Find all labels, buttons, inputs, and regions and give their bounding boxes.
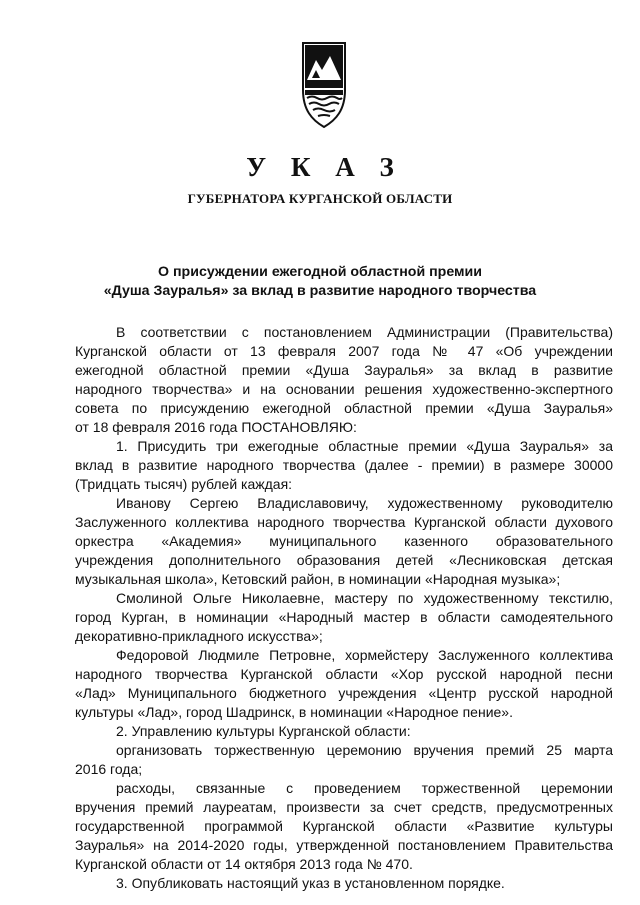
text-line: культуры «Лад», город Шадринск, в номинации «Народное пение». xyxy=(75,704,513,720)
text-line: вклад в развитие народного творчества (далее - премии) в размере 30000 xyxy=(75,457,613,473)
text-line: вручения премий лауреатам, произвести за счет средств, предусмотренных xyxy=(75,799,613,815)
text-line: государственной программой Курганской области «Развитие культуры xyxy=(75,818,613,834)
text-line: Иванову Сергею Владиславовичу, художественному руководителю xyxy=(116,495,613,511)
text-line: (Тридцать тысяч) рублей каждая: xyxy=(75,476,293,492)
text-line: расходы, связанные с проведением торжественной церемонии xyxy=(116,780,613,796)
document-issuer: ГУБЕРНАТОРА КУРГАНСКОЙ ОБЛАСТИ xyxy=(187,191,453,206)
text-line: Курганской области от 13 февраля 2007 года № 47 «Об учреждении xyxy=(75,343,613,359)
text-line: от 18 февраля 2016 года ПОСТАНОВЛЯЮ: xyxy=(75,419,357,435)
text-line: 1. Присудить три ежегодные областные премии «Душа Зауралья» за xyxy=(116,438,613,454)
text-line: музыкальная школа», Кетовский район, в номинации «Народная музыка»; xyxy=(75,571,561,587)
text-line: 2016 года; xyxy=(75,761,143,777)
text-line: народного творчества Курганской области «Хор русской народной песни xyxy=(75,666,613,682)
text-line: «Лад» Муниципального бюджетного учреждения «Центр русской народной xyxy=(75,685,613,701)
text-line: организовать торжественную церемонию вручения премий 25 марта xyxy=(116,742,613,758)
text-line: 3. Опубликовать настоящий указ в установленном порядке. xyxy=(116,875,505,891)
text-line: город Курган, в номинации «Народный мастер в области самодеятельного xyxy=(75,609,613,625)
subject-line-2: «Душа Зауралья» за вклад в развитие народного творчества xyxy=(103,283,537,299)
text-line: Смолиной Ольге Николаевне, мастеру по художественному текстилю, xyxy=(116,590,613,606)
text-line: народного творчества» и на основании решения художественно-экспертного xyxy=(75,381,613,397)
text-line: оркестра «Академия» муниципального казенного образовательного xyxy=(75,533,613,549)
text-line: В соответствии с постановлением Администрации (Правительства) xyxy=(116,324,613,340)
text-line: совета по присуждению ежегодной областной премии «Душа Зауралья» xyxy=(75,400,613,416)
text-line: 2. Управлению культуры Курганской области: xyxy=(116,723,411,739)
text-line: декоративно-прикладного искусства»; xyxy=(75,628,323,644)
text-line: Зауралья» на 2014-2020 годы, утвержденной постановлением Правительства xyxy=(75,837,613,853)
text-line: Федоровой Людмиле Петровне, хормейстеру Заслуженного коллектива xyxy=(116,647,613,663)
document-title: У К А З xyxy=(246,152,403,182)
text-line: Курганской области от 14 октября 2013 года № 470. xyxy=(75,856,413,872)
subject-line-1: О присуждении ежегодной областной премии xyxy=(158,264,482,280)
text-line: Заслуженного коллектива народного творчества Курганской области духового xyxy=(75,514,613,530)
text-line: ежегодной областной премии «Душа Зауралья» за вклад в развитие xyxy=(75,362,613,378)
text-line: учреждения дополнительного образования детей «Лесниковская детская xyxy=(75,552,613,568)
